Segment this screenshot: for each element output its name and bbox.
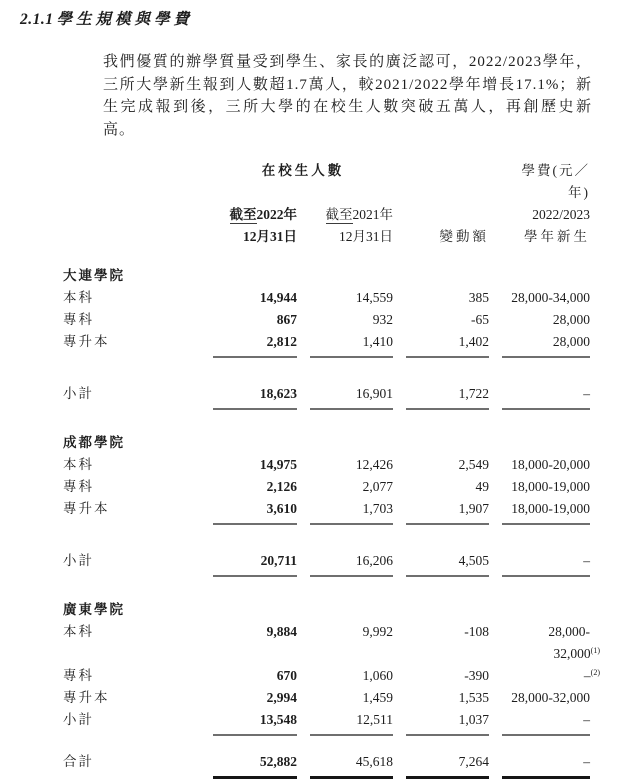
fee-value: – (583, 712, 590, 727)
cell-change: -390 (464, 668, 489, 683)
row-label: 專科 (63, 312, 94, 327)
footnote-marker-2: (2) (590, 667, 600, 677)
section-heading-number: 2.1.1 (20, 11, 54, 28)
table-row (63, 309, 640, 331)
cell-fee (502, 309, 590, 331)
cell-change: 7,264 (406, 751, 489, 779)
cell-fee (502, 287, 590, 309)
table-row (63, 454, 640, 476)
header-asof-2021 (310, 204, 393, 226)
paragraph-line: 我們優質的辦學質量受到學生、家長的廣泛認可，2022/2023學年， (103, 54, 592, 70)
intro-paragraph (103, 51, 592, 141)
row-label: 專科 (63, 668, 94, 683)
section-row-dalian (63, 265, 640, 287)
footnote-marker-1: (1) (590, 645, 600, 655)
header-spacer (63, 226, 200, 248)
fee-value: 28,000-32,000 (511, 690, 590, 705)
fee-value: 18,000-19,000 (511, 479, 590, 494)
cell-2022: 14,975 (259, 457, 297, 472)
section-name-label: 大連學院 (63, 268, 125, 283)
fee-value: 18,000-20,000 (511, 457, 590, 472)
header-asof-2022-year: 2022年 (256, 207, 297, 222)
subtotal-label: 小計 (63, 553, 94, 568)
row-label: 本科 (63, 457, 94, 472)
cell-2022: 3,610 (213, 498, 297, 525)
cell-2022: 52,882 (213, 751, 297, 779)
cell-change: 1,535 (458, 690, 489, 705)
paragraph-line: 生完成報到後，三所大學的在校生人數突破五萬人，再創歷史新 (103, 99, 592, 115)
cell-2021: 1,703 (310, 498, 393, 525)
subtotal-label: 小計 (63, 386, 94, 401)
subtotal-row (63, 709, 640, 736)
header-asof-2021-prefix: 截至 (325, 207, 353, 222)
fee-value: 28,000-34,000 (511, 290, 590, 305)
cell-change: -108 (464, 624, 489, 639)
header-spacer (63, 160, 200, 204)
cell-change: 385 (468, 290, 489, 305)
total-label: 合計 (63, 754, 94, 769)
fee-value: 28,000 (552, 312, 590, 327)
cell-2022: 670 (276, 668, 297, 683)
cell-2022: 20,711 (213, 550, 297, 577)
header-spacer (63, 204, 200, 226)
section-heading (20, 9, 640, 31)
cell-2022: 2,812 (213, 331, 297, 358)
cell-change: 1,907 (406, 498, 489, 525)
cell-2021: 932 (372, 312, 393, 327)
enrollment-fee-table (63, 160, 640, 779)
table-row (63, 665, 640, 687)
cell-2022: 2,126 (266, 479, 297, 494)
table-row (63, 498, 640, 525)
section-row-guangdong (63, 599, 640, 621)
header-fee-year: 2022/2023 (532, 207, 590, 222)
cell-2021: 16,901 (310, 383, 393, 410)
cell-2022: 9,884 (266, 624, 297, 639)
cell-2022: 18,623 (213, 383, 297, 410)
section-row-chengdu (63, 432, 640, 454)
fee-value: 28,000-32,000 (548, 624, 591, 661)
cell-change: 1,722 (406, 383, 489, 410)
grand-total-row (63, 751, 640, 779)
cell-2022: 2,994 (266, 690, 297, 705)
cell-change: 49 (475, 479, 489, 494)
table-header-row-2 (63, 204, 640, 226)
cell-fee (502, 621, 600, 665)
row-label: 本科 (63, 290, 94, 305)
header-asof-2021-year: 2021年 (352, 207, 393, 222)
cell-fee (502, 751, 590, 779)
paragraph-line: 三所大學新生報到人數超1.7萬人，較2021/2022學年增長17.1%；新 (103, 76, 592, 93)
cell-2021: 45,618 (310, 751, 393, 779)
header-fee-newstudents: 學年新生 (524, 229, 590, 244)
cell-2021: 16,206 (310, 550, 393, 577)
fee-value: – (583, 553, 590, 568)
cell-change: -65 (471, 312, 489, 327)
table-row (63, 287, 640, 309)
cell-fee (502, 383, 590, 410)
section-heading-title: 學生規模與學費 (56, 11, 194, 28)
table-header-row-3 (63, 226, 640, 248)
cell-change: 1,402 (406, 331, 489, 358)
header-asof-2022-prefix: 截至 (229, 207, 257, 222)
cell-fee (502, 550, 590, 577)
cell-change: 1,037 (406, 709, 489, 736)
cell-fee (502, 454, 590, 476)
cell-fee (502, 498, 590, 525)
row-label: 專升本 (63, 501, 110, 516)
row-label: 專升本 (63, 690, 110, 705)
cell-change: 2,549 (458, 457, 489, 472)
header-date-2021: 12月31日 (339, 229, 393, 244)
document-page (0, 9, 640, 779)
row-label: 專科 (63, 479, 94, 494)
cell-2021: 1,410 (310, 331, 393, 358)
paragraph-line: 高。 (103, 121, 136, 138)
table-row (63, 331, 640, 358)
table-row (63, 476, 640, 498)
fee-value: 28,000 (552, 334, 590, 349)
row-label: 本科 (63, 624, 94, 639)
fee-value: – (583, 386, 590, 401)
cell-2021: 12,511 (310, 709, 393, 736)
cell-2022: 14,944 (259, 290, 297, 305)
fee-value: – (583, 668, 591, 683)
header-change: 變動額 (439, 229, 489, 244)
cell-2021: 12,426 (355, 457, 393, 472)
section-name-label: 廣東學院 (63, 602, 125, 617)
header-fee-group: 學費(元／年) (521, 163, 590, 200)
subtotal-label: 小計 (63, 712, 94, 727)
cell-change: 4,505 (406, 550, 489, 577)
cell-fee (502, 331, 590, 358)
cell-2021: 1,459 (362, 690, 393, 705)
fee-value: 18,000-19,000 (511, 501, 590, 516)
table-row (63, 621, 640, 665)
cell-fee (502, 687, 590, 709)
cell-2021: 9,992 (362, 624, 393, 639)
cell-2022: 13,548 (213, 709, 297, 736)
subtotal-row (63, 550, 640, 577)
subtotal-row (63, 383, 640, 410)
section-name-label: 成都學院 (63, 435, 125, 450)
cell-2021: 1,060 (362, 668, 393, 683)
header-enrollment-group: 在校生人數 (261, 163, 345, 178)
fee-value: – (583, 754, 590, 769)
cell-fee (502, 709, 590, 736)
header-spacer (406, 204, 489, 226)
header-spacer (406, 160, 489, 204)
cell-2021: 2,077 (362, 479, 393, 494)
header-asof-2022 (213, 204, 297, 226)
cell-fee (502, 476, 590, 498)
table-row (63, 687, 640, 709)
row-label: 專升本 (63, 334, 110, 349)
header-date-2022: 12月31日 (243, 229, 297, 244)
cell-2021: 14,559 (355, 290, 393, 305)
cell-2022: 867 (276, 312, 297, 327)
table-header-row-1 (63, 160, 640, 204)
cell-fee (502, 665, 600, 687)
